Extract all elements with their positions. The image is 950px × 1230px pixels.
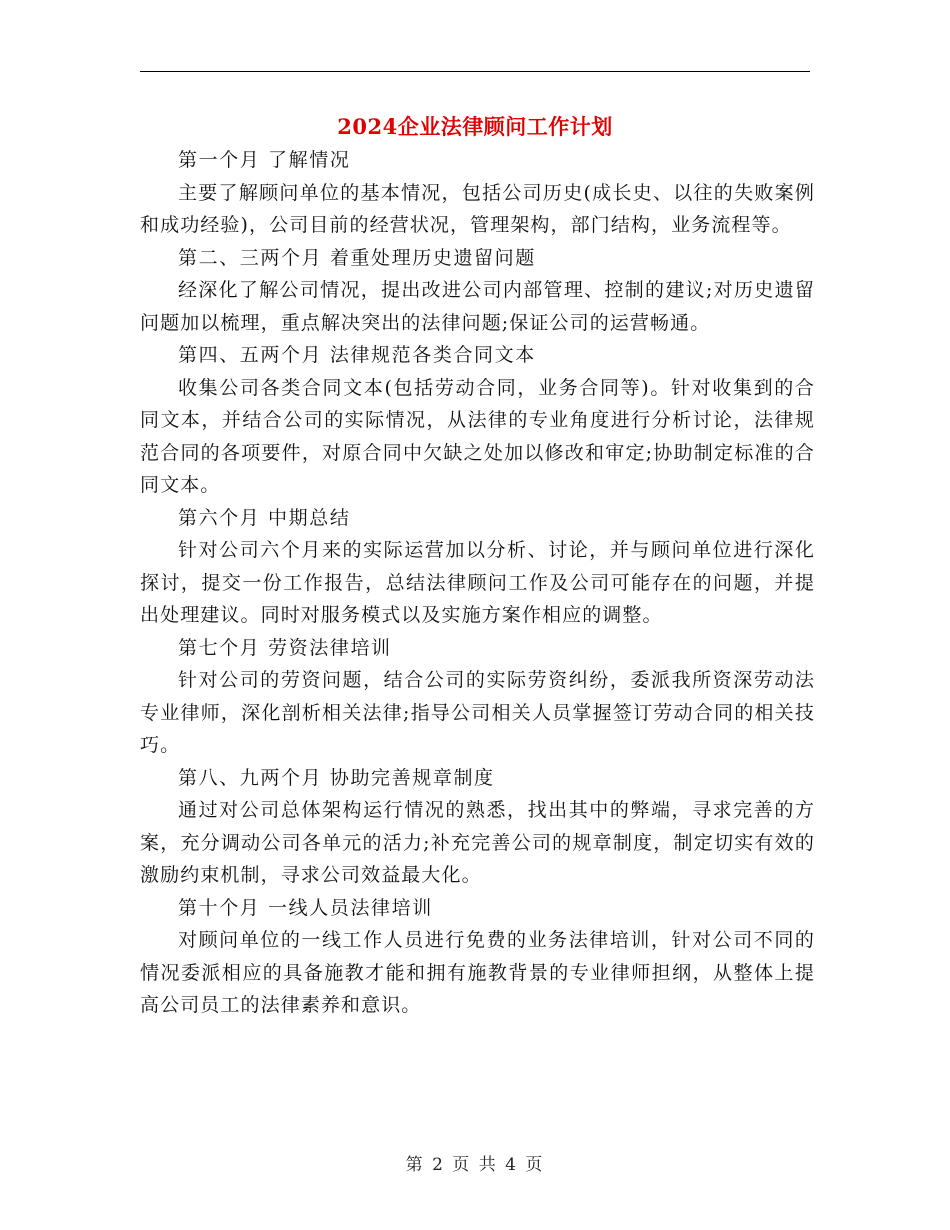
- header-rule: [140, 71, 810, 72]
- section-heading-month-6: 第六个月 中期总结: [178, 506, 351, 529]
- document-title: 2024企业法律顾问工作计划: [337, 114, 613, 139]
- section-body-month-7: 针对公司的劳资问题，结合公司的实际劳资纠纷，委派我所资深劳动法专业律师，深化剖析相关法律;指导公司相关人员掌握签订劳动合同的相关技巧。: [140, 669, 815, 756]
- document-body: [140, 144, 815, 1022]
- section-heading-month-2-3: 第二、三两个月 着重处理历史遗留问题: [178, 246, 536, 269]
- section-heading-month-10: 第十个月 一线人员法律培训: [178, 896, 433, 919]
- page-footer: [0, 1153, 950, 1177]
- section-heading-month-4-5: 第四、五两个月 法律规范各类合同文本: [178, 344, 536, 366]
- section-body-month-10: 对顾问单位的一线工作人员进行免费的业务法律培训，针对公司不同的情况委派相应的具备施教才能和拥有施教背景的专业律师担纲，从整体上提高公司员工的法律素养和意识。: [140, 929, 815, 1016]
- section-body-month-6: 针对公司六个月来的实际运营加以分析、讨论，并与顾问单位进行深化探讨，提交一份工作报告，总结法律顾问工作及公司可能存在的问题，并提出处理建议。同时对服务模式以及实施方案作相应的调整。: [140, 539, 815, 626]
- section-heading-month-8-9: 第八、九两个月 协助完善规章制度: [178, 766, 495, 789]
- section-body-month-2-3: 经深化了解公司情况，提出改进公司内部管理、控制的建议;对历史遗留问题加以梳理，重点解决突出的法律问题;保证公司的运营畅通。: [140, 279, 815, 334]
- section-body-month-8-9: 通过对公司总体架构运行情况的熟悉，找出其中的弊端，寻求完善的方案，充分调动公司各单元的活力;补充完善公司的规章制度，制定切实有效的激励约束机制，寻求公司效益最大化。: [140, 799, 815, 886]
- section-body-month-4-5: 收集公司各类合同文本(包括劳动合同，业务合同等)。针对收集到的合同文本，并结合公司的实际情况，从法律的专业角度进行分析讨论，法律规范合同的各项要件，对原合同中欠缺之处加以修改和审定;协助制定标准的合同文本。: [140, 376, 815, 496]
- section-heading-month-7: 第七个月 劳资法律培训: [178, 636, 392, 659]
- section-body-month-1: 主要了解顾问单位的基本情况，包括公司历史(成长史、以往的失败案例和成功经验)，公司目前的经营状况，管理架构，部门结构，业务流程等。: [140, 181, 815, 236]
- section-heading-month-1: 第一个月 了解情况: [178, 149, 351, 171]
- page-number-label: 第 2 页 共 4 页: [405, 1155, 545, 1175]
